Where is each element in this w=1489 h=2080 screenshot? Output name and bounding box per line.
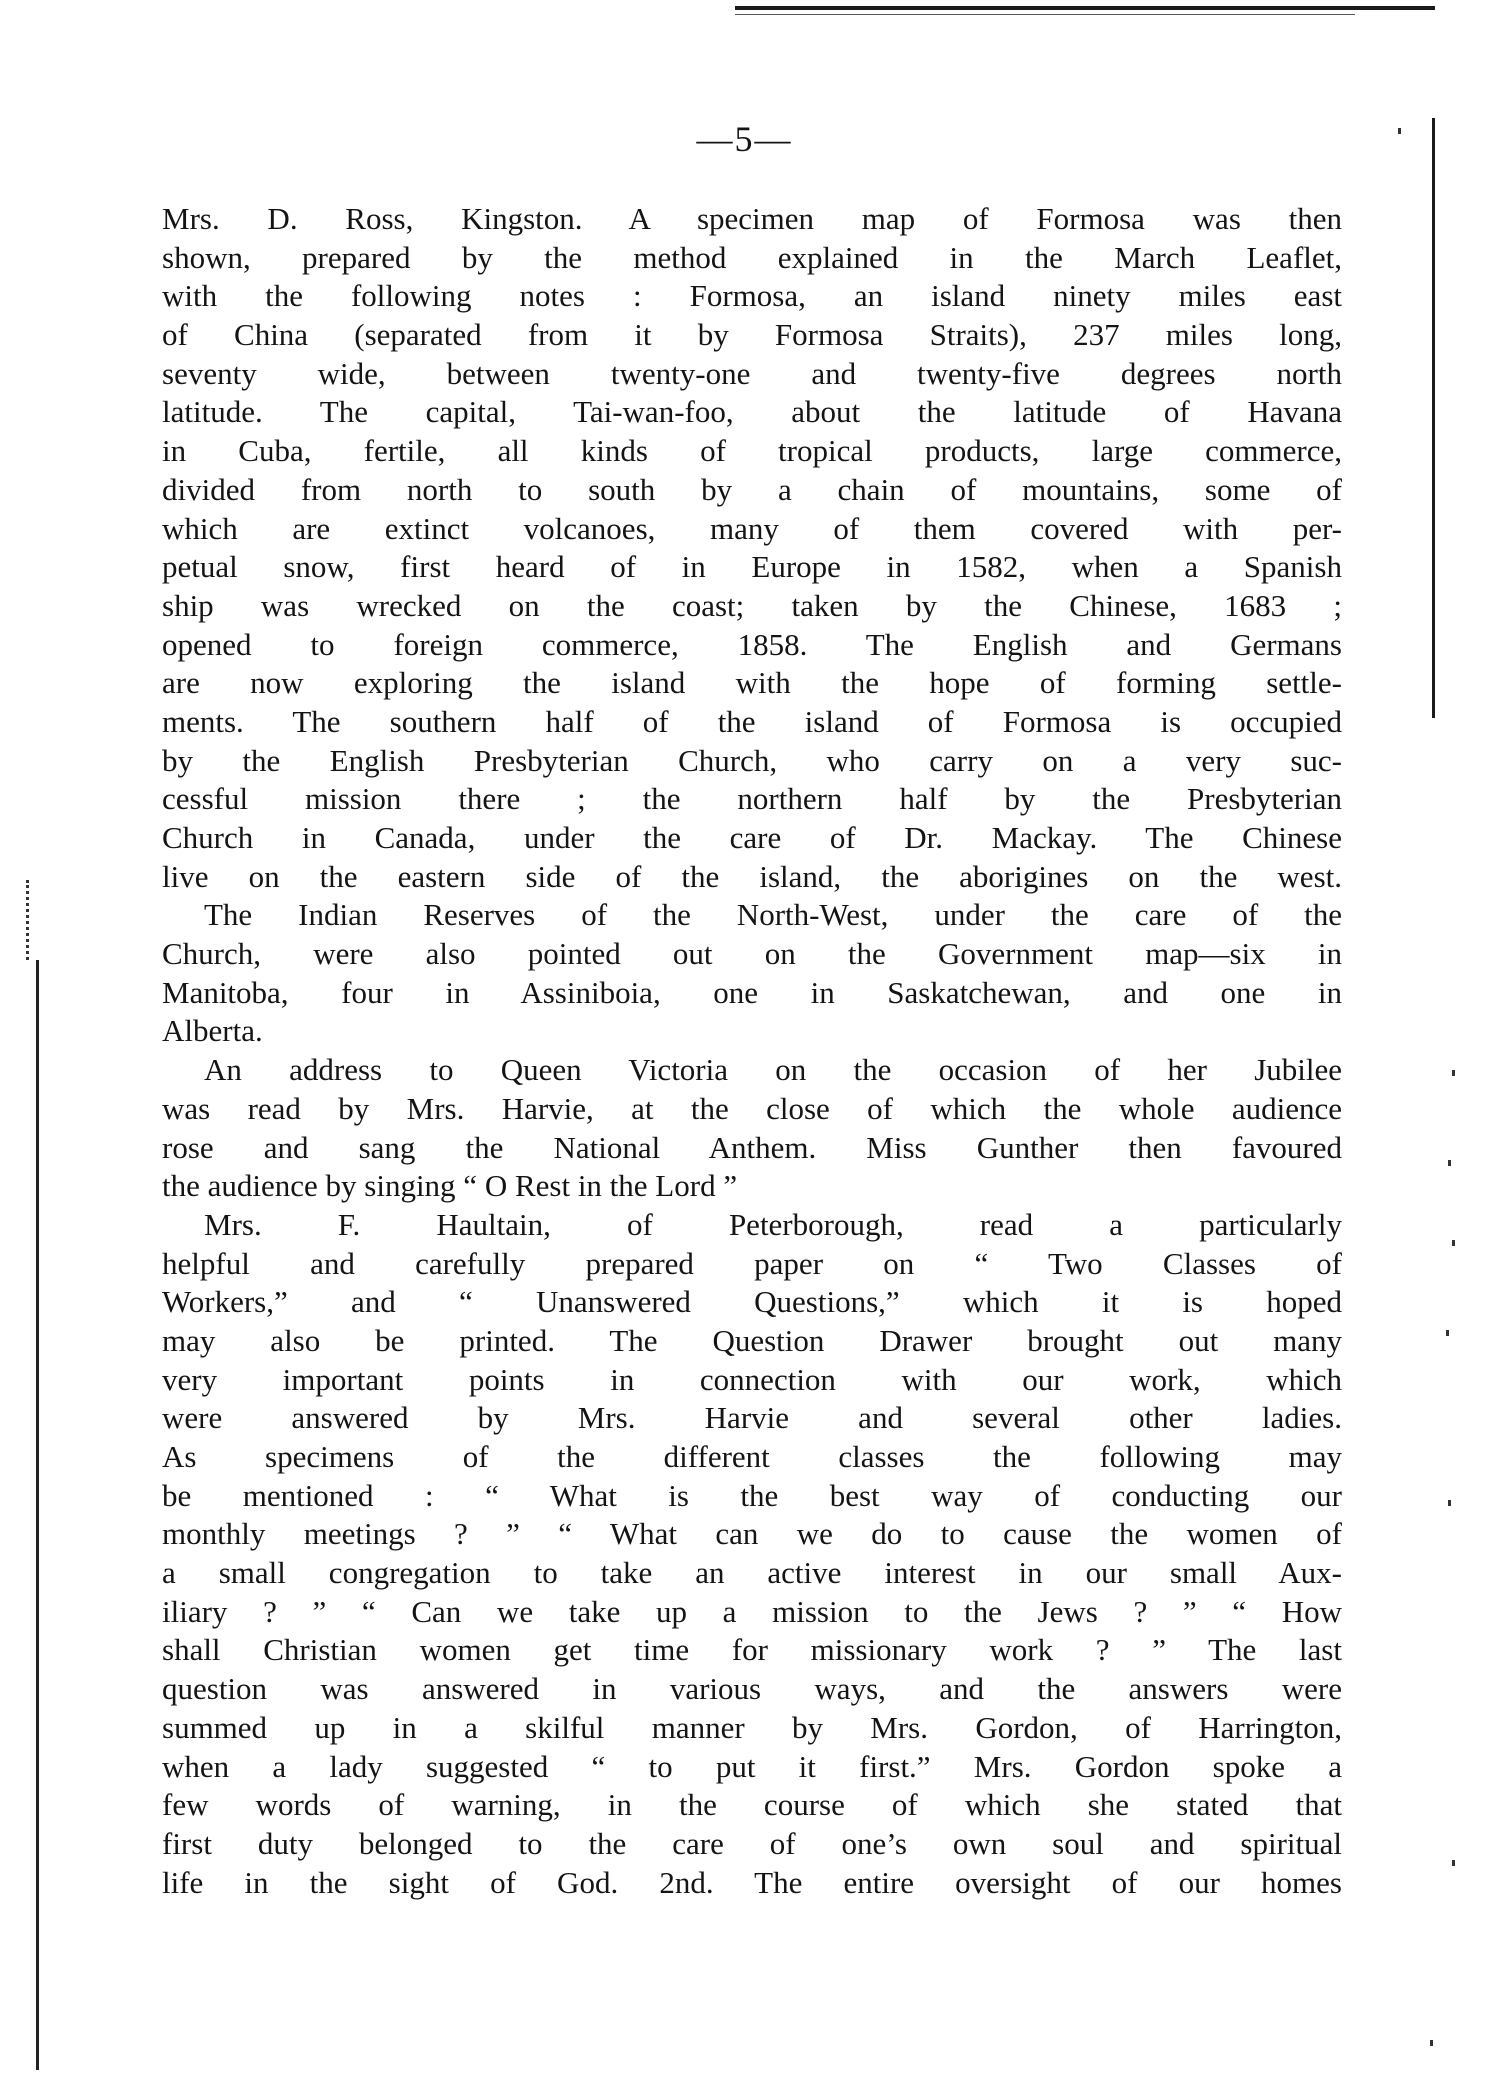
paragraph-1 [162,200,1342,896]
top-rule [735,6,1435,10]
text-line: Workers,” and “ Unanswered Questions,” which it is hoped [162,1284,1342,1320]
text-line: in Cuba, fertile, all kinds of tropical products, large commerce, [162,433,1342,469]
paragraph-4 [162,1206,1342,1902]
text-line: are now exploring the island with the hope of forming settle- [162,665,1342,701]
text-line: which are extinct volcanoes, many of them covered with per- [162,510,1342,546]
scan-speck [1430,2040,1433,2046]
text-line: Alberta. [162,1013,263,1049]
right-margin-rule [1432,118,1435,718]
text-line: ments. The southern half of the island of Formosa is occupied [162,703,1342,739]
text-line: Mrs. D. Ross, Kingston. A specimen map of Formosa was then [162,201,1342,236]
text-line: ship was wrecked on the coast; taken by the Chinese, 1683 ; [162,587,1342,623]
text-line: a small congregation to take an active interest in our small Aux- [162,1555,1342,1591]
text-line: were answered by Mrs. Harvie and several other ladies. [162,1400,1342,1436]
text-line: petual snow, first heard of in Europe in 1582, when a Spanish [162,549,1342,585]
scan-speck [1446,1330,1449,1336]
left-margin-dots [26,880,32,960]
paragraph-3 [162,1051,1342,1206]
article-body [162,200,1342,1902]
text-line: Manitoba, four in Assiniboia, one in Saskatchewan, and one in [162,974,1342,1010]
text-line: very important points in connection with our work, which [162,1361,1342,1397]
text-line: life in the sight of God. 2nd. The entire oversight of our homes [162,1864,1342,1900]
scan-speck [1452,1070,1455,1076]
text-line: first duty belonged to the care of one’s own soul and spiritual [162,1825,1342,1861]
text-line: was read by Mrs. Harvie, at the close of which the whole audience [162,1090,1342,1126]
text-line: shown, prepared by the method explained in the March Leaflet, [162,239,1342,275]
paragraph-2 [162,896,1342,1051]
text-line: An address to Queen Victoria on the occasion of her Jubilee [204,1052,1342,1088]
scan-speck [1448,1160,1451,1166]
text-line: rose and sang the National Anthem. Miss Gunther then favoured [162,1129,1342,1165]
page-number: —5— [696,119,793,159]
text-line: Church in Canada, under the care of Dr. Mackay. The Chinese [162,820,1342,855]
text-line: of China (separated from it by Formosa Straits), 237 miles long, [162,317,1342,353]
text-line: may also be printed. The Question Drawer brought out many [162,1322,1342,1358]
text-line: As specimens of the different classes the following may [162,1439,1342,1474]
left-margin-rule [36,960,39,2070]
text-line: summed up in a skilful manner by Mrs. Gordon, of Harrington, [162,1709,1342,1745]
text-line: Church, were also pointed out on the Government map—six in [162,936,1342,972]
text-line: the audience by singing “ O Rest in the Lord ” [162,1168,738,1204]
text-line: by the English Presbyterian Church, who carry on a very suc- [162,742,1342,778]
text-line: seventy wide, between twenty-one and twenty-five degrees north [162,355,1342,391]
text-line: opened to foreign commerce, 1858. The English and Germans [162,626,1342,662]
text-line: live on the eastern side of the island, the aborigines on the west. [162,858,1342,894]
text-line: helpful and carefully prepared paper on “ Two Classes of [162,1245,1342,1281]
text-line: with the following notes : Formosa, an island ninety miles east [162,278,1342,314]
text-line: few words of warning, in the course of which she stated that [162,1787,1342,1823]
text-line: cessful mission there ; the northern half by the Presbyterian [162,781,1342,817]
text-line: be mentioned : “ What is the best way of conducting our [162,1477,1342,1513]
text-line: The Indian Reserves of the North-West, under the care of the [204,897,1342,933]
text-line: Mrs. F. Haultain, of Peterborough, read a particularly [204,1206,1342,1242]
text-line: question was answered in various ways, and the answers were [162,1671,1342,1707]
text-line: iliary ? ” “ Can we take up a mission to the Jews ? ” “ How [162,1593,1342,1629]
text-line: when a lady suggested “ to put it first.” Mrs. Gordon spoke a [162,1748,1342,1784]
scan-speck [1448,1500,1451,1506]
text-line: monthly meetings ? ” “ What can we do to cause the women of [162,1516,1342,1552]
scan-speck [1452,1240,1455,1246]
scan-speck [1452,1860,1455,1866]
top-rule-thin [735,14,1355,15]
text-line: latitude. The capital, Tai-wan-foo, about the latitude of Havana [162,394,1342,430]
text-line: shall Christian women get time for missionary work ? ” The last [162,1632,1342,1668]
text-line: divided from north to south by a chain of mountains, some of [162,471,1342,507]
